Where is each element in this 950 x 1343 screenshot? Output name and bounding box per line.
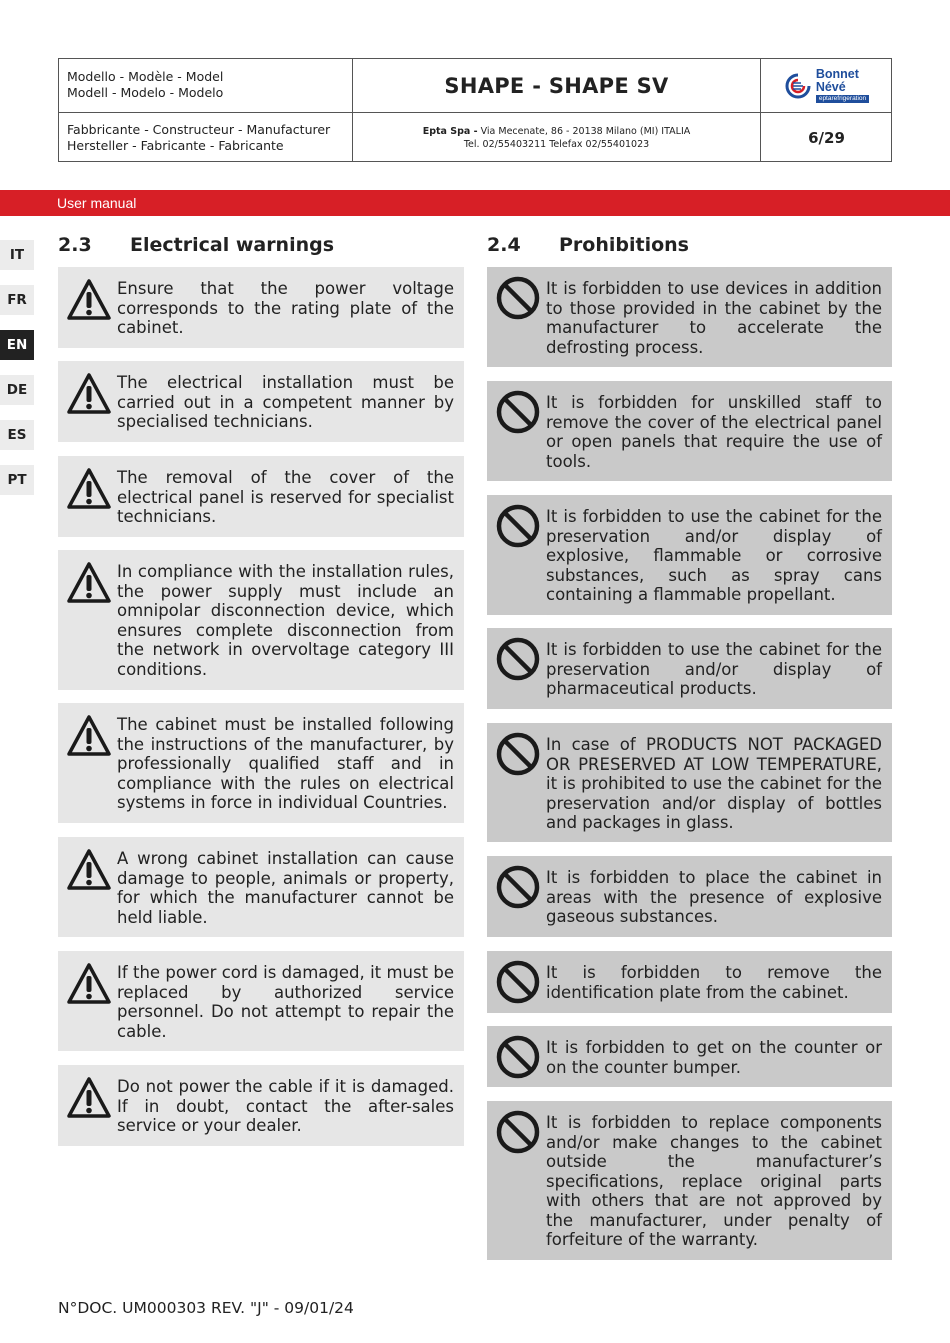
prohibition-icon	[495, 389, 541, 435]
prohibition-box	[487, 495, 892, 615]
warning-triangle-icon	[66, 371, 112, 417]
section-electrical-heading	[58, 234, 334, 256]
brand-swirl-icon	[784, 72, 812, 100]
warning-text: The electrical installation must be carried out in a competent manner by specialised technicians.	[117, 373, 454, 431]
lang-tab-de[interactable]: DE	[0, 375, 34, 405]
prohibition-icon	[495, 959, 541, 1005]
prohibition-text: It is forbidden to place the cabinet in areas with the presence of explosive gaseous substances.	[546, 868, 882, 926]
warning-text: In compliance with the installation rules, the power supply must include an omnipolar disconnection device, which ensures complete disconnection from the network in overvoltage category III conditions.	[117, 562, 454, 679]
manufacturer-label-cell	[59, 113, 353, 162]
lang-tab-en[interactable]: EN	[0, 330, 34, 360]
warning-triangle-icon	[66, 466, 112, 512]
model-label-cell	[59, 59, 353, 113]
prohibition-text: In case of PRODUCTS NOT PACKAGED OR PRESERVED AT LOW TEMPERATURE, it is prohibited to use the cabinet for the preservation and/or display of bottles and packages in glass.	[546, 735, 882, 832]
warning-triangle-icon	[66, 713, 112, 759]
warning-box	[58, 837, 464, 937]
warning-text: The removal of the cover of the electrical panel is reserved for specialist technicians.	[117, 468, 454, 526]
manufacturer-details	[353, 113, 761, 162]
section-number: 2.4	[487, 234, 521, 256]
prohibition-box	[487, 1101, 892, 1260]
prohibition-text: It is forbidden for unskilled staff to remove the cover of the electrical panel or open panels that require the use of tools.	[546, 393, 882, 471]
warning-box	[58, 703, 464, 823]
prohibition-text: It is forbidden to get on the counter or on the counter bumper.	[546, 1038, 882, 1077]
prohibition-icon	[495, 1034, 541, 1080]
lang-tab-es[interactable]: ES	[0, 420, 34, 450]
manufacturer-address: Via Mecenate, 86 - 20138 Milano (MI) ITALIA	[477, 125, 691, 137]
manufacturer-contacts: Tel. 02/55403211 Telefax 02/55401023	[463, 138, 650, 150]
lang-tab-pt[interactable]: PT	[0, 465, 34, 495]
warning-triangle-icon	[66, 277, 112, 323]
model-label-line-2: Modell - Modelo - Modelo	[67, 85, 224, 100]
prohibition-text: It is forbidden to use the cabinet for the preservation and/or display of explosive, flammable or corrosive substances, such as spray cans containing a flammable propellant.	[546, 507, 882, 604]
page-number: 6/29	[808, 128, 845, 147]
prohibition-icon	[495, 864, 541, 910]
brand-logo	[761, 59, 892, 113]
prohibition-box	[487, 723, 892, 842]
manufacturer-name: Epta Spa -	[422, 125, 478, 137]
prohibition-icon	[495, 1109, 541, 1155]
prohibition-box	[487, 1026, 892, 1087]
prohibition-text: It is forbidden to remove the identification plate from the cabinet.	[546, 963, 882, 1002]
logo-subline: eptarefrigeration	[816, 95, 869, 103]
document-number: N°DOC. UM000303 REV. "J" - 09/01/24	[58, 1299, 354, 1317]
section-title: Electrical warnings	[130, 234, 335, 256]
prohibition-box	[487, 267, 892, 367]
warning-text: The cabinet must be installed following the instructions of the manufacturer, by professionally qualified staff and in compliance with the rules on electrical systems in force in individual Countries.	[117, 715, 454, 812]
warning-box	[58, 456, 464, 537]
warning-text: Ensure that the power voltage corresponds to the rating plate of the cabinet.	[117, 279, 454, 337]
prohibition-text: It is forbidden to use the cabinet for the preservation and/or display of pharmaceutical products.	[546, 640, 882, 698]
warning-text: If the power cord is damaged, it must be replaced by authorized service personnel. Do not attempt to repair the cable.	[117, 963, 454, 1041]
warning-box	[58, 267, 464, 348]
warning-text: A wrong cabinet installation can cause damage to people, animals or property, for which the manufacturer cannot be held liable.	[117, 849, 454, 927]
warning-triangle-icon	[66, 847, 112, 893]
logo-line-2: Névé	[815, 80, 846, 94]
prohibition-icon	[495, 636, 541, 682]
warning-box	[58, 1065, 464, 1146]
model-label-line-1: Modello - Modèle - Model	[67, 69, 224, 84]
section-number: 2.3	[58, 234, 92, 256]
language-tabs	[0, 240, 34, 510]
lang-tab-fr[interactable]: FR	[0, 285, 34, 315]
manual-banner: User manual	[0, 190, 950, 216]
manufacturer-label-line-2: Hersteller - Fabricante - Fabricante	[67, 138, 284, 153]
prohibition-box	[487, 381, 892, 481]
warning-triangle-icon	[66, 1075, 112, 1121]
prohibition-icon	[495, 275, 541, 321]
warning-triangle-icon	[66, 961, 112, 1007]
prohibition-box	[487, 628, 892, 709]
prohibition-icon	[495, 731, 541, 777]
warning-triangle-icon	[66, 560, 112, 606]
manufacturer-label-line-1: Fabbricante - Constructeur - Manufacturer	[67, 122, 331, 137]
model-title: SHAPE - SHAPE SV	[353, 59, 761, 113]
section-title: Prohibitions	[559, 234, 689, 256]
logo-line-1: Bonnet	[815, 67, 859, 81]
warning-box	[58, 550, 464, 690]
section-prohibitions-heading	[487, 234, 689, 256]
prohibition-box	[487, 951, 892, 1013]
document-header-table	[58, 58, 892, 162]
prohibition-text: It is forbidden to use devices in addition to those provided in the cabinet by the manufacturer to accelerate the defrosting process.	[546, 279, 882, 357]
warning-box	[58, 951, 464, 1051]
prohibition-box	[487, 856, 892, 937]
warning-text: Do not power the cable if it is damaged. If in doubt, contact the after-sales service or your dealer.	[117, 1077, 454, 1135]
warning-box	[58, 361, 464, 442]
lang-tab-it[interactable]: IT	[0, 240, 34, 270]
prohibition-text: It is forbidden to replace components and/or make changes to the cabinet outside the manufacturer’s specifications, replace original parts with others that are not approved by the manufacturer, under penalty of forfeiture of the warranty.	[546, 1113, 882, 1249]
prohibition-icon	[495, 503, 541, 549]
